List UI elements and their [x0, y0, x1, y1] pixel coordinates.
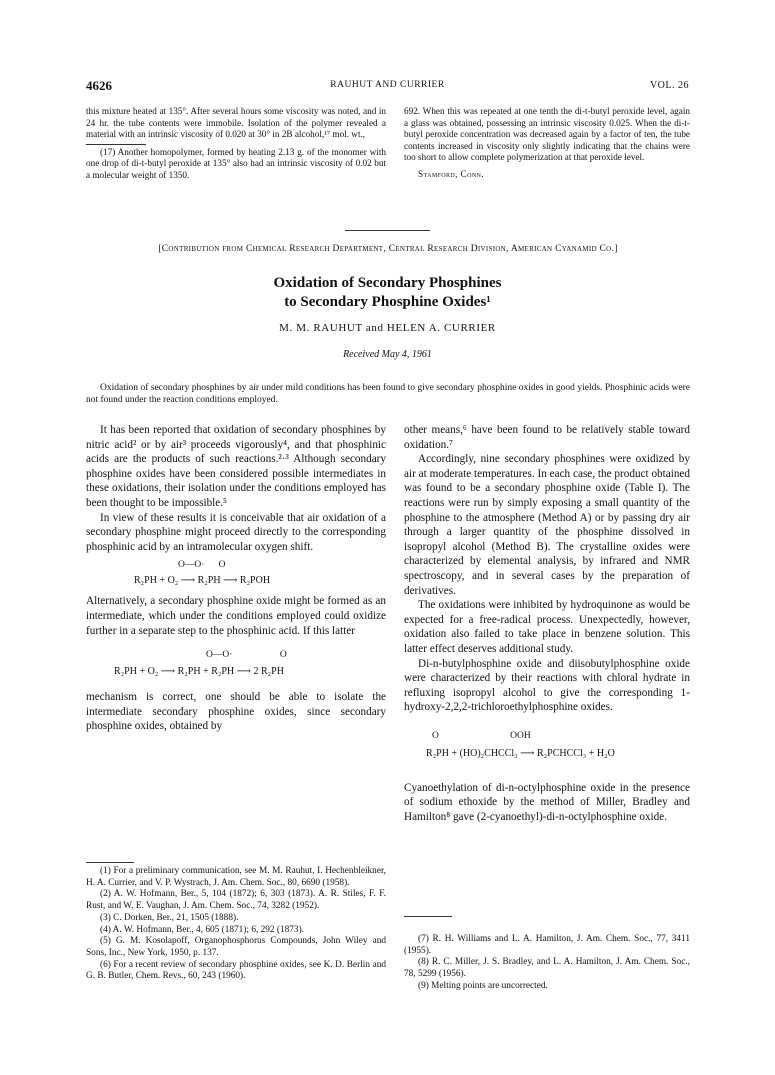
equation-1	[86, 554, 386, 594]
footnote-7: (7) R. H. Williams and L. A. Hamilton, J. Am. Chem. Soc., 77, 3411 (1955).	[404, 934, 690, 956]
footnote-rule-left	[86, 862, 134, 863]
prev-article-left	[86, 106, 386, 182]
equation-3	[404, 715, 690, 773]
eq1-main: R₂PH + O₂ ⟶ R₂PH ⟶ R₂POH	[134, 575, 271, 587]
body-right-p1: other means,⁶ have been found to be relatively stable toward oxidation.⁷	[404, 424, 690, 451]
equation-2	[86, 638, 386, 690]
received-date: Received May 4, 1961	[343, 349, 432, 360]
body-left-p4: mechanism is correct, one should be able to isolate the intermediate secondary phosphine oxides, since secondary phosphine oxides, obtained by	[86, 691, 386, 733]
volume-label: VOL. 26	[649, 80, 689, 91]
eq3-top: O OOH	[432, 730, 531, 741]
footnote-6: (6) For a recent review of secondary phosphine oxides, see K. D. Berlin and G. B. Butler, Chem. Revs., 60, 243 (1960).	[86, 959, 386, 982]
footnote-3: (3) C. Dorken, Ber., 21, 1505 (1888).	[100, 912, 239, 923]
body-right-p5: Cyanoethylation of di-n-octylphosphine oxide in the presence of sodium ethoxide by the method of Miller, Bradley and Hamilton⁸ gave (2-cyanoethyl)-di-n-octylphosphine oxide.	[404, 781, 690, 824]
eq2-top: O—O· O	[206, 650, 287, 661]
footnote-9: (9) Melting points are uncorrected.	[418, 980, 548, 991]
footnotes-right	[404, 934, 690, 993]
footnote-1: (1) For a preliminary communication, see M. M. Rauhut, I. Hechenbleikner, H. A. Currier, and V. P. Wystrach, J. Am. Chem. Soc., 80, 6690 (1958).	[86, 866, 386, 888]
article-separator	[345, 230, 430, 231]
location-line: Stamford, Conn.	[418, 168, 484, 179]
page-header	[86, 78, 689, 96]
footnote-5: (5) G. M. Kosolapoff, Organophosphorus Compounds, John Wiley and Sons, Inc., New York, 1950, p. 137.	[86, 936, 386, 958]
authors: M. M. RAUHUT and HELEN A. CURRIER	[279, 322, 496, 334]
body-right-column	[404, 423, 690, 825]
contribution-line: [Contribution from Chemical Research Department, Central Research Division, American Cyanamid Co.]	[158, 244, 618, 254]
running-title: RAUHUT AND CURRIER	[330, 80, 445, 90]
footnote-8: (8) R. C. Miller, J. S. Bradley, and L. A. Hamilton, J. Am. Chem. Soc., 78, 5299 (1956).	[404, 957, 690, 980]
article-title-line1: Oxidation of Secondary Phosphines	[273, 275, 502, 291]
body-left-column	[86, 423, 386, 734]
body-left-p2: In view of these results it is conceivable that air oxidation of a secondary phosphine might proceed directly to the corresponding phosphinic acid by an intramolecular oxygen shift.	[86, 511, 386, 553]
footnotes-left	[86, 866, 386, 983]
body-right-p2: Accordingly, nine secondary phosphines were oxidized by air at moderate temperatures. In each case, the product obtained was found to be a secondary phosphine oxide (Table I). The reactions were run by simply exposing a small quantity of the phosphine to the atmosphere (Method A) or by passing dry air through a larger quantity of the phosphine dissolved in isopropyl alcohol (Method B). The crystalline oxides were characterized by elemental analysis, by infrared and NMR spectroscopy, and in several cases by the preparation of derivatives.	[404, 453, 690, 597]
prev-article-right	[404, 106, 690, 181]
prev-right-text: 692. When this was repeated at one tenth the di-t-butyl peroxide level, again a glass was obtained, possessing an intrinsic viscosity 0.025. When the di-t-butyl peroxide concentration was decreased again by a factor of ten, the tube contents increased in viscosity only slightly indicating that the chains were too short to allow complete polymerization at that peroxide level.	[404, 106, 690, 163]
footnote-rule-right	[404, 916, 452, 917]
body-left-p1: It has been reported that oxidation of secondary phosphines by nitric acid² or by air³ proceeds vigorously⁴, and that phosphinic acids are the products of such reactions.²·³ Although secondary phosphine oxides have been considered possible intermediates in these oxidations, their isolation under the conditions employed has been thought to be impossible.⁵	[86, 424, 386, 509]
prev-left-footnote: (17) Another homopolymer, formed by heating 2.13 g. of the monomer with one drop of di-t-butyl peroxide at 135° also had an intrinsic viscosity of 0.02 but a molecular weight of 1350.	[86, 146, 386, 180]
footnote-2: (2) A. W. Hofmann, Ber., 5, 104 (1872); 6, 303 (1873). A. R. Stiles, F. F. Rust, and W. E. Vaughan, J. Am. Chem. Soc., 74, 3282 (1952).	[86, 889, 386, 912]
body-right-p3: The oxidations were inhibited by hydroquinone as would be expected for a free-radical process. Unexpectedly, however, oxidation also failed to take place in benzene solution. This latter effect deserves additional study.	[404, 599, 690, 655]
page-number: 4626	[86, 78, 112, 93]
article-title-line2: to Secondary Phosphine Oxides¹	[284, 294, 491, 310]
eq2-main: R₂PH + O₂ ⟶ R₂PH + R₂PH ⟶ 2 R₂PH	[114, 666, 284, 678]
footnote-divider	[86, 144, 146, 145]
abstract-text: Oxidation of secondary phosphines by air under mild conditions has been found to give secondary phosphine oxides in good yields. Phosphinic acids were not found under the reaction conditions employed.	[86, 383, 690, 405]
body-left-p3: Alternatively, a secondary phosphine oxide might be formed as an intermediate, which under the conditions employed could oxidize further in a separate step to the phosphinic acid. If this latter	[86, 595, 386, 637]
body-right-p4: Di-n-butylphosphine oxide and diisobutylphosphine oxide were characterized by their reactions with chloral hydrate in refluxing isopropyl alcohol to give the corresponding 1-hydroxy-2,2,2-trichloroethylphosphine oxides.	[404, 657, 690, 714]
eq1-top: O—O· O	[178, 560, 226, 571]
prev-left-text: this mixture heated at 135°. After several hours some viscosity was noted, and in 24 hr. the tube contents were immobile. Isolation of the polymer revealed a material with an intrinsic viscosity of 0.020 at 30° in 2B alcohol,¹⁷ mol. wt.,	[86, 106, 386, 140]
footnote-4: (4) A. W. Hofmann, Ber., 4, 605 (1871); 6, 292 (1873).	[100, 924, 304, 935]
abstract	[86, 382, 690, 406]
eq3-main: R₂PH + (HO)₂CHCCl₃ ⟶ R₂PCHCCl₃ + H₂O	[426, 747, 615, 759]
